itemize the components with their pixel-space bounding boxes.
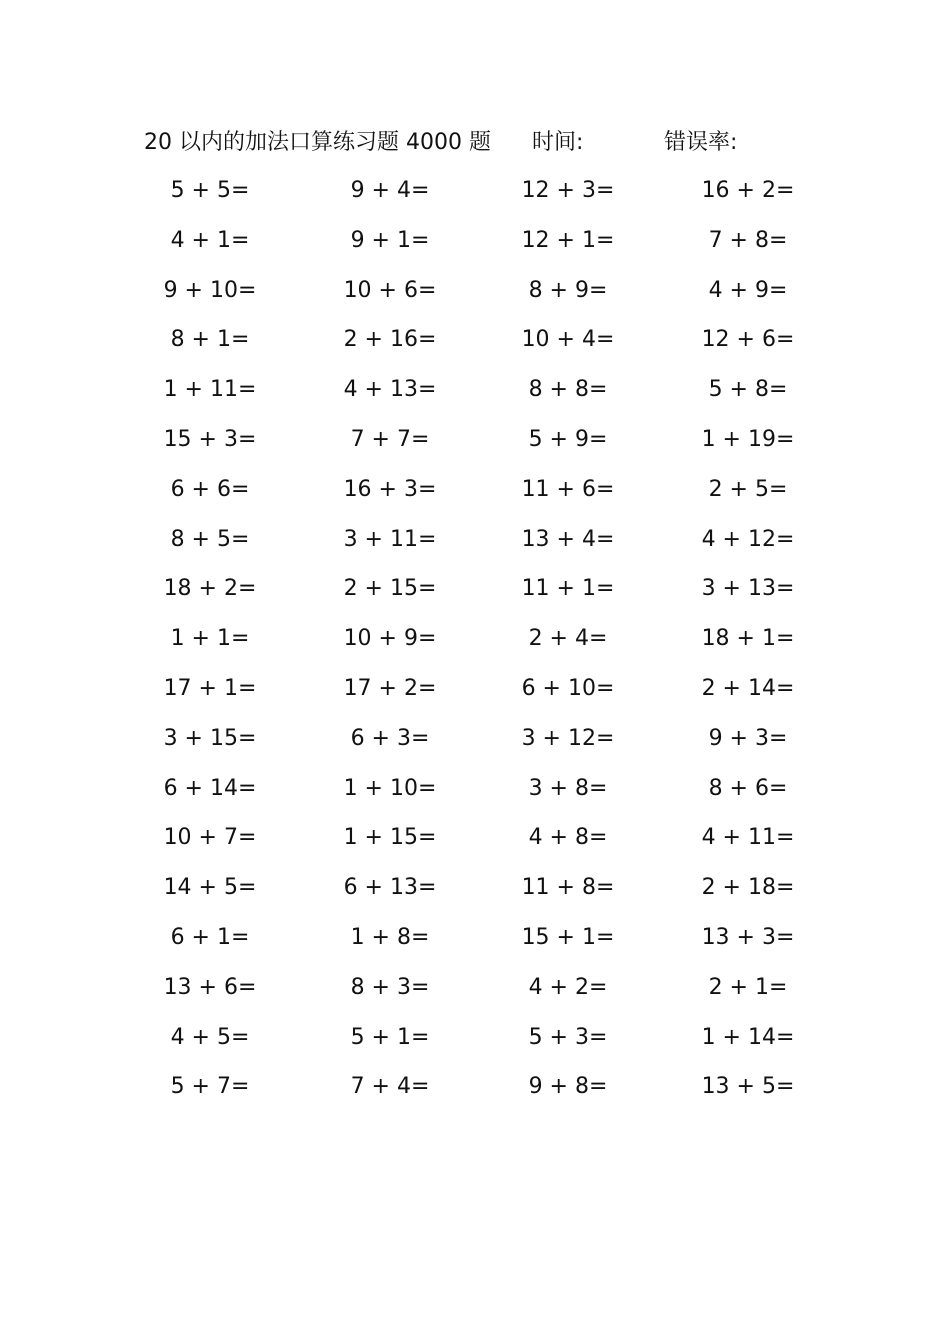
problem-row bbox=[130, 921, 810, 971]
problem-row bbox=[130, 274, 810, 324]
problem-item: 3 + 11= bbox=[343, 526, 437, 552]
problem-item: 3 + 13= bbox=[701, 576, 795, 602]
problem-row bbox=[130, 523, 810, 573]
problem-row bbox=[130, 224, 810, 274]
problem-item: 4 + 12= bbox=[701, 526, 795, 552]
problem-item: 1 + 8= bbox=[350, 924, 430, 950]
problem-item: 6 + 10= bbox=[521, 675, 615, 701]
problem-item: 16 + 3= bbox=[343, 476, 437, 502]
problem-item: 9 + 8= bbox=[528, 1074, 608, 1100]
problem-row bbox=[130, 473, 810, 523]
problem-item: 17 + 2= bbox=[343, 675, 437, 701]
problem-item: 6 + 14= bbox=[163, 775, 257, 801]
problem-item: 4 + 1= bbox=[170, 227, 250, 253]
problem-item: 12 + 1= bbox=[521, 227, 615, 253]
problem-row bbox=[130, 323, 810, 373]
problem-item: 5 + 5= bbox=[170, 178, 250, 203]
problem-item: 4 + 9= bbox=[708, 277, 788, 303]
problem-item: 11 + 6= bbox=[521, 476, 615, 502]
problem-row bbox=[130, 1070, 810, 1120]
problem-item: 7 + 7= bbox=[350, 426, 430, 452]
problem-item: 2 + 15= bbox=[343, 576, 437, 602]
problem-item: 4 + 5= bbox=[170, 1024, 250, 1050]
problem-item: 2 + 18= bbox=[701, 875, 795, 901]
problem-row bbox=[130, 971, 810, 1021]
problem-item: 11 + 8= bbox=[521, 875, 615, 901]
problem-item: 17 + 1= bbox=[163, 675, 257, 701]
problem-item: 8 + 5= bbox=[170, 526, 250, 552]
problem-item: 6 + 3= bbox=[350, 725, 430, 751]
problem-item: 14 + 5= bbox=[163, 875, 257, 901]
problem-item: 2 + 5= bbox=[708, 476, 788, 502]
problem-row bbox=[130, 423, 810, 473]
error-rate-label: 错误率: bbox=[664, 130, 738, 155]
problem-row bbox=[130, 772, 810, 822]
problem-item: 5 + 1= bbox=[350, 1024, 430, 1050]
problem-item: 13 + 6= bbox=[163, 974, 257, 1000]
problem-item: 5 + 8= bbox=[708, 377, 788, 403]
problem-item: 13 + 4= bbox=[521, 526, 615, 552]
problem-row bbox=[130, 622, 810, 672]
problem-item: 8 + 9= bbox=[528, 277, 608, 303]
problem-item: 4 + 2= bbox=[528, 974, 608, 1000]
problem-item: 8 + 8= bbox=[528, 377, 608, 403]
problem-item: 1 + 11= bbox=[163, 377, 257, 403]
problem-item: 12 + 6= bbox=[701, 327, 795, 353]
problem-item: 9 + 3= bbox=[708, 725, 788, 751]
problem-row bbox=[130, 821, 810, 871]
time-label: 时间: bbox=[532, 130, 584, 155]
problem-item: 10 + 9= bbox=[343, 626, 437, 652]
problem-item: 8 + 6= bbox=[708, 775, 788, 801]
problem-item: 10 + 7= bbox=[163, 825, 257, 851]
problem-grid bbox=[130, 174, 810, 1120]
problem-item: 4 + 8= bbox=[528, 825, 608, 851]
problem-item: 2 + 4= bbox=[528, 626, 608, 652]
problem-item: 13 + 3= bbox=[701, 924, 795, 950]
problem-item: 1 + 15= bbox=[343, 825, 437, 851]
problem-item: 9 + 1= bbox=[350, 227, 430, 253]
problem-item: 3 + 12= bbox=[521, 725, 615, 751]
problem-item: 2 + 1= bbox=[708, 974, 788, 1000]
problem-item: 10 + 6= bbox=[343, 277, 437, 303]
problem-item: 18 + 2= bbox=[163, 576, 257, 602]
problem-row bbox=[130, 1021, 810, 1071]
problem-item: 4 + 11= bbox=[701, 825, 795, 851]
problem-item: 8 + 1= bbox=[170, 327, 250, 353]
problem-item: 9 + 10= bbox=[163, 277, 257, 303]
problem-item: 5 + 9= bbox=[528, 426, 608, 452]
problem-item: 11 + 1= bbox=[521, 576, 615, 602]
problem-item: 5 + 7= bbox=[170, 1074, 250, 1100]
problem-row bbox=[130, 572, 810, 622]
problem-item: 2 + 14= bbox=[701, 675, 795, 701]
problem-item: 8 + 3= bbox=[350, 974, 430, 1000]
problem-row bbox=[130, 672, 810, 722]
problem-item: 1 + 14= bbox=[701, 1024, 795, 1050]
problem-item: 4 + 13= bbox=[343, 377, 437, 403]
worksheet-header bbox=[144, 127, 824, 159]
problem-item: 7 + 4= bbox=[350, 1074, 430, 1100]
worksheet-title: 20 以内的加法口算练习题 4000 题 bbox=[144, 130, 491, 155]
problem-item: 18 + 1= bbox=[701, 626, 795, 652]
problem-item: 6 + 13= bbox=[343, 875, 437, 901]
problem-item: 1 + 19= bbox=[701, 426, 795, 452]
problem-item: 3 + 15= bbox=[163, 725, 257, 751]
problem-item: 7 + 8= bbox=[708, 227, 788, 253]
problem-item: 3 + 8= bbox=[528, 775, 608, 801]
problem-row bbox=[130, 373, 810, 423]
problem-row bbox=[130, 174, 810, 224]
problem-row bbox=[130, 722, 810, 772]
problem-item: 12 + 3= bbox=[521, 178, 615, 203]
problem-item: 13 + 5= bbox=[701, 1074, 795, 1100]
problem-item: 1 + 1= bbox=[170, 626, 250, 652]
problem-item: 16 + 2= bbox=[701, 178, 795, 203]
problem-item: 5 + 3= bbox=[528, 1024, 608, 1050]
problem-item: 9 + 4= bbox=[350, 178, 430, 203]
problem-item: 2 + 16= bbox=[343, 327, 437, 353]
problem-item: 1 + 10= bbox=[343, 775, 437, 801]
problem-row bbox=[130, 871, 810, 921]
problem-item: 15 + 1= bbox=[521, 924, 615, 950]
problem-item: 15 + 3= bbox=[163, 426, 257, 452]
problem-item: 6 + 6= bbox=[170, 476, 250, 502]
problem-item: 6 + 1= bbox=[170, 924, 250, 950]
problem-item: 10 + 4= bbox=[521, 327, 615, 353]
